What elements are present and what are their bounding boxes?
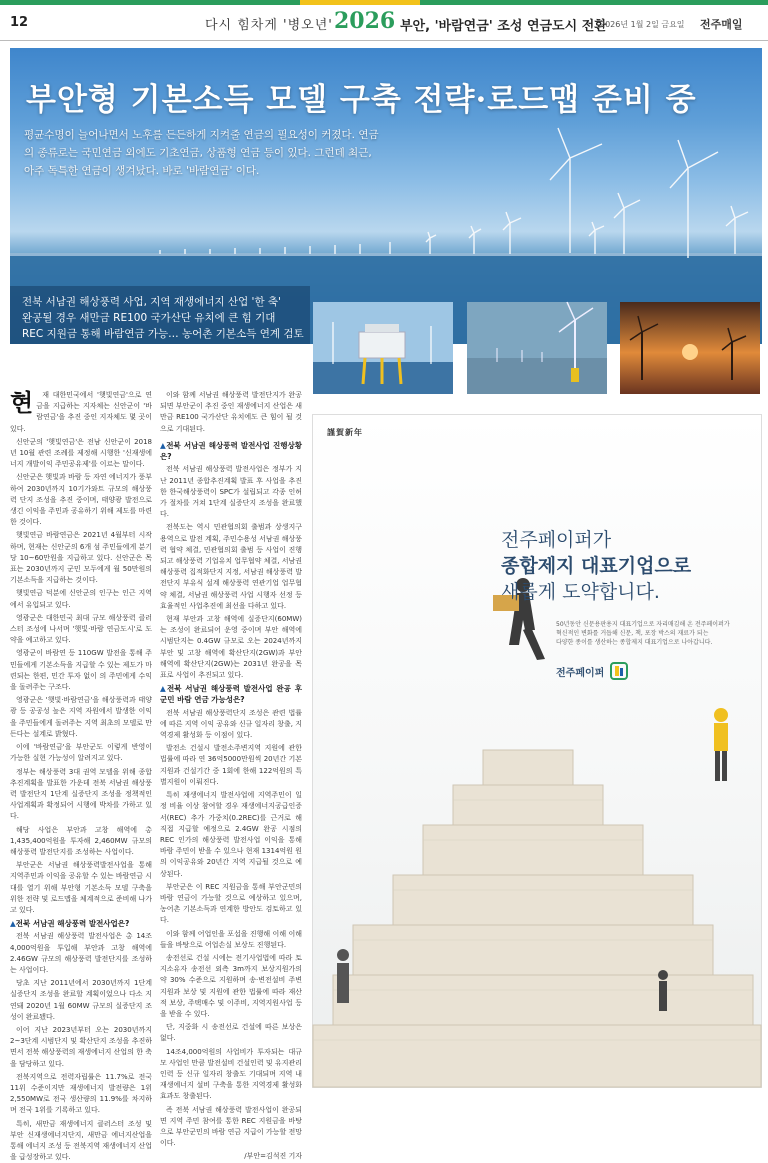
paragraph: 영광군은 '햇빛·바람연금'을 해상풍력과 태양광 등 공공성 높은 지역 자원에서 발생한 이익을 주민들에게 돌려주는 지역 최초의 모델로 만든다는 설계로 밝혔다. — [10, 696, 152, 738]
question-heading-2: ▲전북 서남권 해상풍력 발전사업 진행상황은? — [160, 441, 302, 462]
newspaper-name: 전주매일 — [700, 18, 743, 31]
photo-wind-farm — [467, 302, 607, 394]
paragraph: 특히, 새만금 재생에너지 클러스터 조성 및 부안 신재생에너지단지, 새만금 에너지산업을 통해 에너지 조성 등 전북지역 재생에너지 산업을 급성장하고 있다. — [10, 1119, 152, 1162]
paragraph: 즉 전북 서남권 해상풍력 발전사업이 완공되면 지역 주민 참여를 통한 REC 지원금을 바탕으로 부안군민의 바람 연금 지급이 가능할 전망이다. — [160, 1105, 302, 1148]
paragraph: 송전선로 건설 시에는 전기사업법에 따라 토지소유자 송전선 외측 3m까지 보상지원가의 약 30% 수준으로 지원하며 송·변전설비 주변지원과 보상 및 지원에 관한 법률에 따라 재산적 보상, 주택매수 및 이주비, 지역지원사업 등을 받을 수 있다. — [160, 953, 302, 1018]
subhead-line-2: 완공될 경우 새만금 RE100 국가산단 유치에 큰 힘 기대 — [22, 312, 276, 324]
paragraph: 전북 서남권 해상풍력 발전사업은 총 14조 4,000억원을 투입해 부안과 고창 해역에 2.46GW 규모의 해상풍력 발전단지를 조성하는 사업이다. — [10, 932, 152, 974]
article-column-2 — [160, 440, 302, 1161]
hero-title: 부안형 기본소득 모델 구축 전략·로드맵 준비 중 — [26, 82, 697, 118]
paragraph: 전북도는 역시 민관협의회 출범과 상생지구 용역으로 발전 계획, 주민수용성 서남권 해상풍력 협약 체결, 민관협의회 출범 등 사업이 진행되고 해상풍력 기업유치 업무협약 체결, 서남권 해상풍력 집적화단지 지정, 서남권 해상풍력 발전단지 부유식 설계 해상풍력 연관기업 업무협약 체결, 서남권 해상풍력 사업 시행자 선정 등 효율적인 사업추진에 최선을 다하고 있다. — [160, 523, 302, 610]
paragraph: 부안군은 이 REC 지원금을 통해 부안군민의 바람 연금이 가능할 것으로 예상하고 있으며, 농어촌 기본소득과 연계한 방안도 검토하고 있다. — [160, 882, 302, 925]
paragraph: 발전소 건설시 발전소주변지역 지원에 관한 법률에 따라 연 36억5000만원씩 20년간 기본지원과 건설기간 중 1회에 한해 122억원의 특별지원이 이뤄진다. — [160, 744, 302, 786]
header-kicker: 다시 힘차게 '병오년' — [205, 18, 333, 33]
paragraph: 전북 서남권 해상풍력단지 조성은 관련 법률에 따른 지역 이익 공유와 신규 일자리 창출, 지역경제 활성화 등 이점이 있다. — [160, 708, 302, 740]
ad-description: 50년동안 신문용판용지 대표기업으로 자리매김해 온 전주페이퍼가 혁신적인 변화를 거듭해 신문, 책, 포장 박스의 재료가 되는 다양한 종이를 생산하는 종합제지 대표기업으로 나아갑니다. — [556, 621, 730, 646]
top-color-bar — [0, 0, 768, 5]
paragraph: 이와 함께 서남권 해상풍력 발전단지가 완공되면 부안군이 추진 중인 재생에너지 산업은 새만금 RE100 국가산단 유치에도 큰 힘이 될 것으로 기대된다. — [160, 391, 302, 433]
article-column-1 — [10, 388, 152, 1162]
issue-date: 2026년 1월 2일 금요일 — [600, 20, 685, 29]
ad-illustration — [313, 415, 761, 1087]
paragraph: 영광군이 바람연 등 110GW 발전을 통해 주민들에게 기본소득을 지급할 수 있는 제도가 마련되는 한편, 민간 투자 없이 의 주민에게 수익을 돌려주는 구조다. — [10, 649, 152, 692]
company-logo-icon — [610, 662, 628, 680]
paragraph: 햇빛연금 바람연금은 2021년 4월부터 시작하며, 현재는 신안군의 6개 섬 주민들에게 분기당 10~60만원을 지급하고 있다. 신안군은 목표는 2030년까지 군민 모두에게 월 50만원의 기본소득을 지급하는 것이다. — [10, 531, 152, 585]
paragraph: 단, 지중화 시 송전선로 건설에 따른 보상은 없다. — [160, 1023, 302, 1043]
page-header — [0, 6, 768, 41]
paragraph: 이어 지난 2023년부터 오는 2030년까지 2~3단계 시범단지 및 확산단지 조성을 추진하면서 전북 해상풍력의 재생에너지 산업의 한 축을 담당하고 있다. — [10, 1025, 152, 1068]
question-heading-1: ▲전북 서남권 해상풍력 발전사업은? — [10, 919, 130, 929]
advertisement[interactable] — [312, 414, 762, 1088]
hero-lead-paragraph: 평균수명이 늘어나면서 노후를 든든하게 지켜줄 연금의 필요성이 커졌다. 연금의 종류로는 국민연금 외에도 기초연금, 상품형 연금 등이 있다. 그런데 최근, 아주 독특한 연금이 생겨났다. 바로 '바람연금' 이다. — [24, 129, 379, 177]
paragraph: 14조4,000억원의 사업비가 투자되는 대규모 사업인 만큼 발전설비 건설인력 및 유지관리인력 등 신규 일자리 창출도 기대되며 지역 내 재생에너지 설비 구축을 통한 지역경제 활성화 효과도 창출된다. — [160, 1047, 302, 1101]
paragraph: 신안군의 '햇빛연금'은 전남 신안군이 2018년 10월 관련 조례를 제정해 시행한 '신재생에너지 개발이익 주민공유제'를 이르는 말이다. — [10, 437, 152, 469]
subhead-line-1: 전북 서남권 해상풍력 사업, 지역 재생에너지 산업 '한 축' — [22, 296, 281, 308]
paragraph: 햇빛연금 덕분에 신안군의 인구는 인근 지역에서 유입되고 있다. — [10, 589, 152, 609]
photo-sunset-turbines — [620, 302, 760, 394]
subhead-line-3: REC 지원금 통해 바람연금 가능… 농어촌 기본소득 연계 검토 — [22, 328, 304, 340]
paragraph: 재 대한민국에서 '햇빛연금'으로 연금을 지급하는 지자체는 신안군이 '바람연금'을 추진 중인 지자체도 몇 곳이 있다. — [10, 391, 152, 433]
paragraph: 이와 함께 어업인을 포섭을 진행해 이해 이해들을 바탕으로 어업손실 보상도 진행된다. — [160, 929, 302, 949]
paragraph: 전북지역으로 전력자립률은 11.7%로 전국 11위 수준이지만 재생에너지 발전량은 1위 2,550MW로 전국 생산량의 11.9%를 차지하며 전국 1위를 기록하고 있다. — [10, 1072, 152, 1115]
paragraph: 부안군은 서남권 해상풍력발전사업을 통해 지역주민과 이익을 공유할 수 있는 바람연금 시대를 열기 위해 부안형 기본소득 모델 구축을 위한 전략 및 로드맵을 체계적으로 준비해 나가고 있다. — [10, 861, 152, 914]
ad-logo-text: 전주페이퍼 — [556, 667, 605, 679]
ad-logo — [556, 662, 628, 680]
paragraph: 전북 서남권 해상풍력 발전사업은 정부가 지난 2011년 종합추진계획 발표 후 사업을 추진한 한국해상풍력이 SPC가 설립되고 각종 인허가 절차를 거쳐 1단계 실증단지 조성을 완료했다. — [160, 465, 302, 519]
drop-cap: 현 — [10, 388, 34, 417]
header-year: 2026 — [334, 8, 396, 34]
byline: /부안=김석진 기자 — [244, 1152, 302, 1161]
ad-greeting: 謹賀新年 — [327, 428, 363, 437]
ad-headline-2: 종합제지 대표기업으로 — [501, 555, 692, 577]
paragraph: 해당 사업은 부안과 고창 해역에 총 1,435,400억원을 투자해 2,460MW 규모의 해상풍력 발전단지를 조성하는 사업이다. — [10, 825, 152, 856]
photo-substation — [313, 302, 453, 394]
paragraph: 이에 '바람연금'을 부안군도 이렇게 반영이 가능한 실현 가능성이 알려지고 있다. — [10, 743, 152, 763]
paragraph: 정부는 해상풍력 3대 권역 모델을 위해 종합추진계획을 발표한 가운데 전북 서남권 해상풍력 발전단지 1단계 실증단지 조성을 정책적인 사업계획과 확정되어 시행에 박차를 가하고 있다. — [10, 767, 152, 821]
paragraph: 당초 지난 2011년에서 2030년까지 1단계 실증단지 조성을 완료할 계획이었으나 다소 지연돼 2020년 1월 60MW 규모의 실증단지 조성이 완료됐다. — [10, 979, 152, 1021]
ad-headline-3: 새롭게 도약합니다. — [501, 581, 660, 603]
paragraph: 특히 재생에너지 발전사업에 지역주민이 일정 비율 이상 참여할 경우 재생에너지공급인증서(REC) 추가 가중치(0.2REC)를 근거로 해 직접 지급할 예정으로 2.4GW 완공 시점의 REC 인가의 해상풍력 발전사업 이익을 통해 바람 주민이 받을 수 있으나 현재 1314억원 원의 이익공유와 20년간 지역 지급될 것으로 예상된다. — [160, 791, 302, 878]
paragraph: 신안군은 햇빛과 바람 등 자연 에너지가 풍부하여 2030년까지 10기가와트 규모의 해상풍력 단지 조성을 추진 중이며, 태양광 발전으로 생긴 이익을 주민과 공유하기 위해 제도를 마련한 것이다. — [10, 473, 152, 527]
question-heading-3: ▲전북 서남권 해상풍력 발전사업 완공 후 군민 바람 연금 가능성은? — [160, 684, 302, 705]
article-column-2-top — [160, 390, 302, 433]
paragraph: 영광군은 대한민국 최대 규모 해상풍력 클러스터 조성에 나서며 '햇빛·바람 연금도시'로 도약을 예고하고 있다. — [10, 613, 152, 645]
paragraph: 현재 부안과 고창 해역에 실증단지(60MW)는 조성이 완료되어 운영 중이며 부안 해역에 시범단지는 0.4GW 규모로 오는 2024년까지 부안 및 고창 해역에 확산단지(2GW)과 부안 해역에 확산단지(2GW)는 2031년 완공을 목표로 사업이 추진되고 있다. — [160, 615, 302, 680]
article-column-3-top — [312, 390, 454, 412]
hero-image — [10, 48, 762, 344]
page-number: 12 — [10, 15, 29, 30]
ad-headline-1: 전주페이퍼가 — [501, 529, 612, 551]
header-section-title: 부안, '바람연금' 조성 연금도시 전환 — [400, 19, 607, 34]
